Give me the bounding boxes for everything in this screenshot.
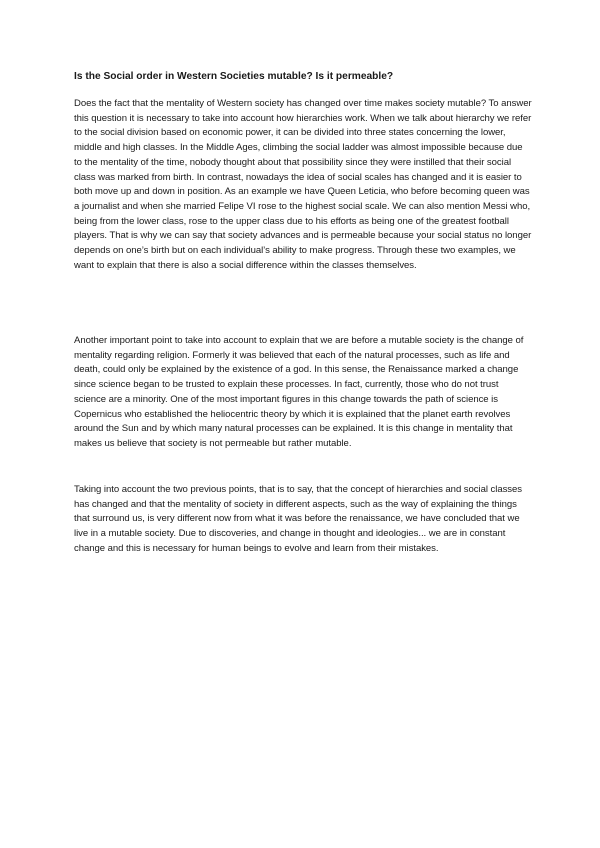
paragraph-religion: Another important point to take into account to explain that we are before a mutable society is the change of mentality regarding religion. Formerly it was believed that each of the natural processes, such as life and death, could only be explained by the existence of a god. In this sense, the Renaissance marked a change since science began to be trusted to explain these processes. In fact, currently, those who do not trust science are a minority. One of the most important figures in this change towards the path of science is Copernicus who established the heliocentric theory by which it is explained that the planet earth revolves around the Sun and by which many natural processes can be explained. It is this change in mentality that makes us believe that society is not permeable but rather mutable. [74, 335, 524, 449]
document-title: Is the Social order in Western Societies mutable? Is it permeable? [74, 71, 394, 82]
paragraph-hierarchies: Does the fact that the mentality of Western society has changed over time makes society mutable? To answer this question it is necessary to take into account how hierarchies work. When we talk about hierarchy we refer to the social division based on economic power, it can be divided into three states concerning the lower, middle and high classes. In the Middle Ages, climbing the social ladder was almost impossible because due to the mentality of the time, nobody thought about that possibility since they were instilled that their social class was marked from birth. In contrast, nowadays the idea of social scales has changed and it is easier to both move up and down in position. As an example we have Queen Leticia, who before becoming queen was a journalist and when she married Felipe VI rose to the highest social scale. We can also mention Messi who, being from the lower class, rose to the upper class due to his efforts as being one of the greatest football players. That is why we can say that society advances and is permeable because your social status no longer depends on one’s birth but on each individual’s ability to make progress. Through these two examples, we want to explain that there is also a social difference within the classes themselves. [74, 98, 532, 271]
paragraph-conclusion: Taking into account the two previous points, that is to say, that the concept of hierarchies and social classes has changed and that the mentality of society in different aspects, such as the way of explaining the things that surround us, is very different now from what it was before the renaissance, we have concluded that we live in a mutable society. Due to discoveries, and change in thought and ideologies... we are in constant change and this is necessary for human beings to evolve and learn from their mistakes. [74, 484, 523, 554]
